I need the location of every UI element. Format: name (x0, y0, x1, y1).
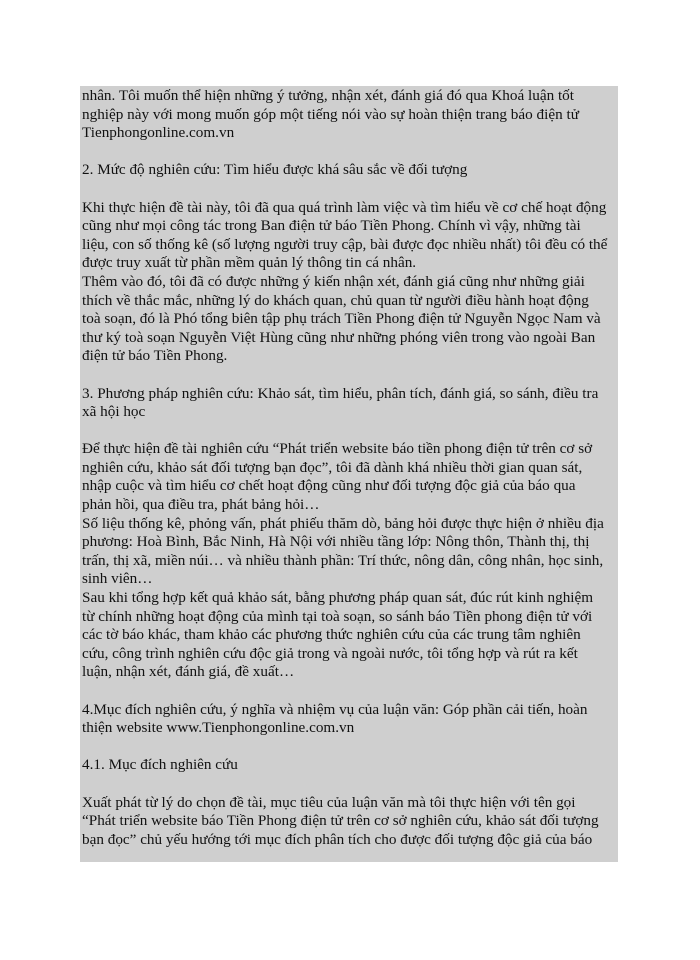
blank-line (82, 738, 616, 757)
text-line: cứu, công trình nghiên cứu độc giả trong và ngoài nước, tôi tổng hợp và rút ra kết (82, 644, 578, 662)
text-line: 3. Phương pháp nghiên cứu: Khảo sát, tìm hiểu, phân tích, đánh giá, so sánh, điều tra (82, 384, 599, 402)
text-line: Xuất phát từ lý do chọn đề tài, mục tiêu của luận văn mà tôi thực hiện với tên gọi (82, 793, 576, 811)
text-line: 4.Mục đích nghiên cứu, ý nghĩa và nhiệm vụ của luận văn: Góp phần cải tiến, hoàn (82, 700, 588, 718)
text-line: từ chính những hoạt động của mình tại toà soạn, so sánh báo Tiền phong điện tử với (82, 607, 593, 625)
text-line: cũng như mọi công tác trong Ban điện tử báo Tiền Phong. Chính vì vậy, những tài (82, 217, 581, 235)
document-text-block (80, 86, 618, 862)
blank-line (82, 422, 616, 441)
blank-line (82, 366, 616, 385)
text-line: 2. Mức độ nghiên cứu: Tìm hiểu được khá sâu sắc về đối tượng (82, 161, 468, 179)
text-line: Tienphongonline.com.vn (82, 124, 235, 142)
text-line: nghiệp này với mong muốn góp một tiếng nói vào sự hoàn thiện trang báo điện tử (82, 105, 579, 123)
text-line: được truy xuất từ phần mềm quản lý thông tin cá nhân. (82, 254, 417, 272)
text-line: phương: Hoà Bình, Bắc Ninh, Hà Nội với nhiều tầng lớp: Nông thôn, Thành thị, thị (82, 533, 590, 551)
text-line: Sau khi tổng hợp kết quả khảo sát, bằng phương pháp quan sát, đúc rút kinh nghiệm (82, 589, 594, 607)
text-line: Số liệu thống kê, phỏng vấn, phát phiếu thăm dò, bảng hỏi được thực hiện ở nhiều địa (82, 514, 604, 532)
text-line: Để thực hiện đề tài nghiên cứu “Phát triển website báo tiền phong điện tử trên cơ sở (82, 440, 593, 458)
blank-line (82, 682, 616, 701)
text-line: nghiên cứu, khảo sát đối tượng bạn đọc”, tôi đã dành khá nhiều thời gian quan sát, (82, 458, 583, 476)
blank-line (82, 775, 616, 794)
text-line: xã hội học (82, 403, 146, 421)
text-line: nhập cuộc và tìm hiểu cơ chết hoạt động cũng như đối tượng độc giả của báo qua (82, 477, 576, 495)
blank-line (82, 180, 616, 199)
text-line: thư ký toà soạn Nguyễn Việt Hùng cũng như những phóng viên trong vào ngoài Ban (82, 328, 596, 346)
text-line: Khi thực hiện đề tài này, tôi đã qua quá trình làm việc và tìm hiểu về cơ chế hoạt động (82, 198, 607, 216)
text-line: thích về thắc mắc, những lý do khách quan, chủ quan từ người điều hành hoạt động (82, 291, 589, 309)
text-line: bạn đọc” chủ yếu hướng tới mục đích phân tích cho được đối tượng độc giả của báo (82, 830, 593, 848)
text-line: trấn, thị xã, miền núi… và nhiều thành phần: Trí thức, nông dân, công nhân, học sinh, (82, 551, 604, 569)
text-line: các tờ báo khác, tham khảo các phương thức nghiên cứu của các trung tâm nghiên (82, 626, 581, 644)
text-line: thiện website www.Tienphongonline.com.vn (82, 719, 355, 737)
text-line: sinh viên… (82, 570, 153, 588)
text-line: Thêm vào đó, tôi đã có được những ý kiến nhận xét, đánh giá cũng như những giải (82, 272, 585, 290)
text-line: điện tử báo Tiền Phong. (82, 347, 228, 365)
text-line: “Phát triển website báo Tiền Phong điện tử trên cơ sở nghiên cứu, khảo sát đối tượng (82, 812, 599, 830)
blank-line (82, 143, 616, 162)
text-line: nhân. Tôi muốn thể hiện những ý tưởng, nhận xét, đánh giá đó qua Khoá luận tốt (82, 87, 574, 104)
text-line: liệu, con số thống kê (số lượng người truy cập, bài được đọc nhiều nhất) tôi đều có thể (82, 235, 608, 253)
text-line: toà soạn, đó là Phó tổng biên tập phụ trách Tiền Phong điện tử Nguyễn Ngọc Nam và (82, 310, 601, 328)
text-line: 4.1. Mục đích nghiên cứu (82, 756, 238, 774)
text-line: phản hồi, qua điều tra, phát bảng hỏi… (82, 496, 320, 514)
text-line: luận, nhận xét, đánh giá, đề xuất… (82, 663, 295, 681)
